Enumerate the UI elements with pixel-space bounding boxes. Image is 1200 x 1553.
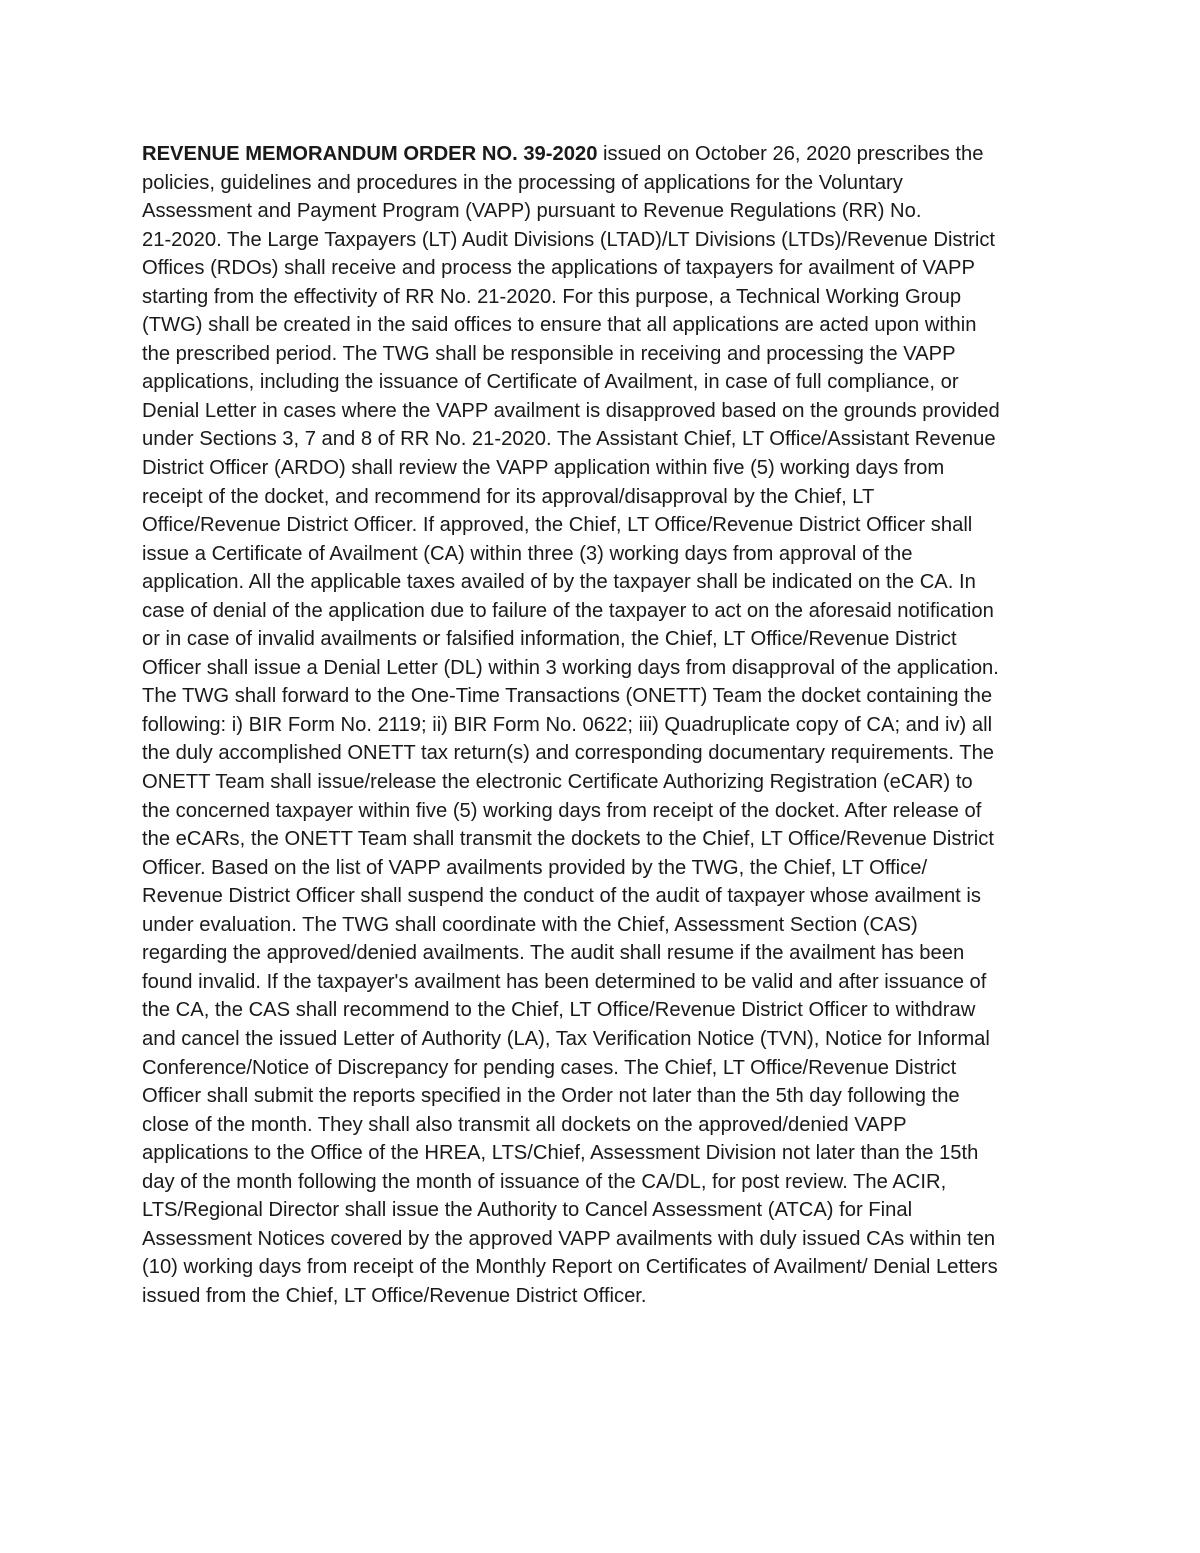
- body-line: District Officer (ARDO) shall review the VAPP application within five (5) working days from: [142, 457, 945, 480]
- body-line: day of the month following the month of issuance of the CA/DL, for post review. The ACIR,: [142, 1170, 947, 1193]
- body-line: close of the month. They shall also transmit all dockets on the approved/denied VAPP: [142, 1113, 907, 1136]
- body-line: under evaluation. The TWG shall coordinate with the Chief, Assessment Section (CAS): [142, 913, 918, 936]
- body-line: case of denial of the application due to failure of the taxpayer to act on the aforesaid notification: [142, 599, 994, 622]
- body-line: Officer shall submit the reports specified in the Order not later than the 5th day following the: [142, 1085, 960, 1108]
- body-line: ONETT Team shall issue/release the electronic Certificate Authorizing Registration (eCAR) to: [142, 771, 973, 794]
- body-line: policies, guidelines and procedures in the processing of applications for the Voluntary: [142, 171, 903, 194]
- body-line: the concerned taxpayer within five (5) working days from receipt of the docket. After release of: [142, 799, 982, 822]
- body-line: issued from the Chief, LT Office/Revenue District Officer.: [142, 1284, 647, 1307]
- body-line: Revenue District Officer shall suspend the conduct of the audit of taxpayer whose availment is: [142, 885, 981, 908]
- body-line: the duly accomplished ONETT tax return(s) and corresponding documentary requirements. The: [142, 742, 995, 765]
- body-line: issued on October 26, 2020 prescribes the: [597, 143, 984, 165]
- body-line: applications to the Office of the HREA, LTS/Chief, Assessment Division not later than the 15th: [142, 1142, 979, 1165]
- memorandum-heading: REVENUE MEMORANDUM ORDER NO. 39-2020: [142, 143, 598, 165]
- body-line: (TWG) shall be created in the said offices to ensure that all applications are acted upon within: [142, 314, 977, 337]
- body-line: Officer shall issue a Denial Letter (DL) within 3 working days from disapproval of the application.: [142, 656, 999, 679]
- body-line: the CA, the CAS shall recommend to the Chief, LT Office/Revenue District Officer to withdraw: [142, 999, 976, 1022]
- body-line: receipt of the docket, and recommend for its approval/disapproval by the Chief, LT: [142, 485, 875, 508]
- body-line: following: i) BIR Form No. 2119; ii) BIR Form No. 0622; iii) Quadruplicate copy of CA; and iv) all: [142, 713, 993, 736]
- body-line: regarding the approved/denied availments. The audit shall resume if the availment has been: [142, 942, 965, 965]
- body-line: (10) working days from receipt of the Monthly Report on Certificates of Availment/ Denial Letters: [142, 1256, 998, 1279]
- body-line: Assessment and Payment Program (VAPP) pursuant to Revenue Regulations (RR) No.: [142, 200, 922, 223]
- body-line: the prescribed period. The TWG shall be responsible in receiving and processing the VAPP: [142, 342, 956, 365]
- body-line: 21-2020. The Large Taxpayers (LT) Audit Divisions (LTAD)/LT Divisions (LTDs)/Revenue District: [142, 228, 996, 251]
- body-line: and cancel the issued Letter of Authority (LA), Tax Verification Notice (TVN), Notice for Informal: [142, 1027, 990, 1050]
- body-line: Assessment Notices covered by the approved VAPP availments with duly issued CAs within ten: [142, 1227, 996, 1250]
- body-line: starting from the effectivity of RR No. 21-2020. For this purpose, a Technical Working Group: [142, 285, 962, 308]
- memorandum-paragraph: [142, 140, 1062, 1310]
- body-line: issue a Certificate of Availment (CA) within three (3) working days from approval of the: [142, 542, 913, 565]
- body-line: LTS/Regional Director shall issue the Authority to Cancel Assessment (ATCA) for Final: [142, 1199, 913, 1222]
- body-line: application. All the applicable taxes availed of by the taxpayer shall be indicated on the CA. In: [142, 571, 976, 594]
- body-line: Offices (RDOs) shall receive and process the applications of taxpayers for availment of VAPP: [142, 257, 975, 280]
- body-line: found invalid. If the taxpayer's availment has been determined to be valid and after issuance of: [142, 970, 987, 993]
- body-line: the eCARs, the ONETT Team shall transmit the dockets to the Chief, LT Office/Revenue District: [142, 828, 994, 851]
- body-line: Denial Letter in cases where the VAPP availment is disapproved based on the grounds provided: [142, 399, 1000, 422]
- body-line: or in case of invalid availments or falsified information, the Chief, LT Office/Revenue District: [142, 628, 957, 651]
- body-line: Conference/Notice of Discrepancy for pending cases. The Chief, LT Office/Revenue District: [142, 1056, 957, 1079]
- body-line: under Sections 3, 7 and 8 of RR No. 21-2020. The Assistant Chief, LT Office/Assistant Revenue: [142, 428, 996, 451]
- body-line: The TWG shall forward to the One-Time Transactions (ONETT) Team the docket containing the: [142, 685, 993, 708]
- body-line: Office/Revenue District Officer. If approved, the Chief, LT Office/Revenue District Officer shall: [142, 514, 973, 537]
- body-line: Officer. Based on the list of VAPP availments provided by the TWG, the Chief, LT Office/: [142, 856, 928, 879]
- body-line: applications, including the issuance of Certificate of Availment, in case of full compliance, or: [142, 371, 959, 394]
